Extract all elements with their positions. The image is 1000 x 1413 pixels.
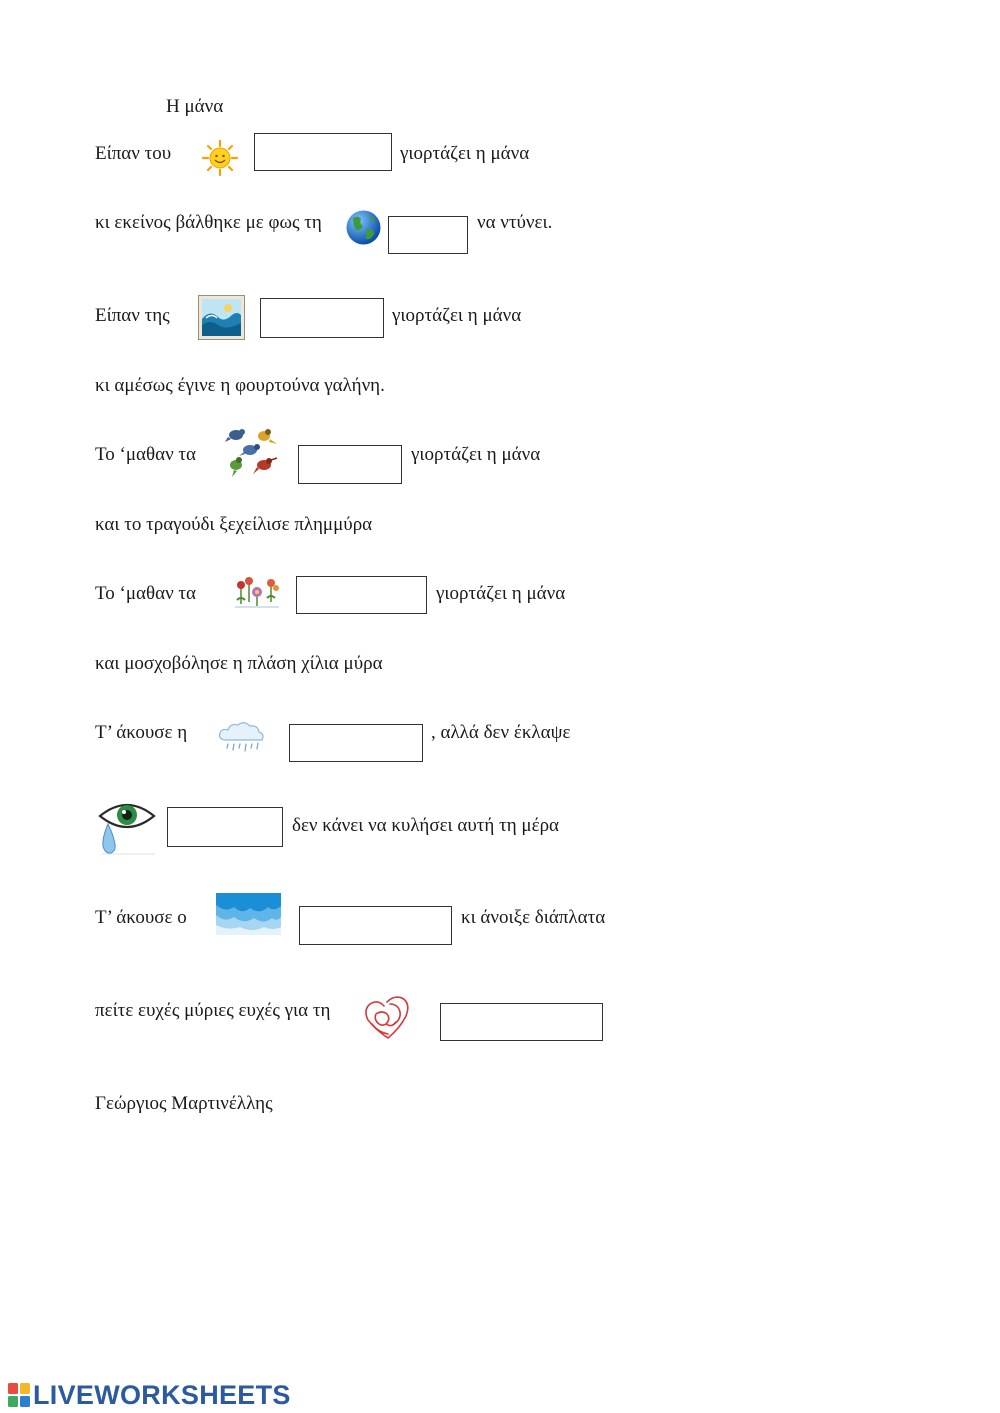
answer-input-flowers[interactable]: [296, 576, 427, 614]
answer-input-sea[interactable]: [260, 298, 384, 338]
sky-icon: [216, 893, 281, 935]
line-7-start: Το ‘μαθαν τα: [95, 583, 197, 604]
crying-eye-icon: [97, 800, 157, 858]
answer-input-earth[interactable]: [388, 216, 468, 254]
line-2-start: κι εκείνος βάλθηκε με φως τη: [95, 212, 322, 233]
line-2-end: να ντύνει.: [477, 212, 553, 233]
liveworksheets-logo-icon: [8, 1383, 30, 1407]
earth-icon: [345, 209, 382, 246]
line-1-start: Είπαν του: [95, 143, 172, 164]
line-5-end: γιορτάζει η μάνα: [411, 444, 541, 465]
line-3-end: γιορτάζει η μάνα: [392, 305, 522, 326]
line-5-start: Το ‘μαθαν τα: [95, 444, 197, 465]
answer-input-birds[interactable]: [298, 445, 402, 484]
line-12-start: πείτε ευχές μύριες ευχές για τη: [95, 1000, 331, 1021]
sun-icon: [201, 140, 239, 176]
line-6: και το τραγούδι ξεχείλισε πλημμύρα: [95, 514, 373, 535]
line-10-end: δεν κάνει να κυλήσει αυτή τη μέρα: [292, 815, 560, 836]
author-name: Γεώργιος Μαρτινέλλης: [95, 1093, 273, 1114]
answer-input-mother[interactable]: [440, 1003, 603, 1041]
line-7-end: γιορτάζει η μάνα: [436, 583, 566, 604]
line-4: κι αμέσως έγινε η φουρτούνα γαλήνη.: [95, 375, 385, 396]
flowers-icon: [233, 574, 281, 614]
liveworksheets-logo: [8, 1381, 291, 1409]
page-title: Η μάνα: [166, 96, 224, 117]
line-11-end: κι άνοιξε διάπλατα: [461, 907, 606, 928]
line-3-start: Είπαν της: [95, 305, 170, 326]
line-11-start: Τ’ άκουσε ο: [95, 907, 187, 928]
mother-child-icon: [362, 994, 412, 1042]
line-1-end: γιορτάζει η μάνα: [400, 143, 530, 164]
line-9-start: Τ’ άκουσε η: [95, 722, 188, 743]
answer-input-eye[interactable]: [167, 807, 283, 847]
answer-input-sky[interactable]: [299, 906, 452, 945]
answer-input-sun[interactable]: [254, 133, 392, 171]
rain-cloud-icon: [216, 720, 266, 756]
birds-icon: [224, 423, 280, 479]
brand-name: LIVEWORKSHEETS: [33, 1379, 291, 1410]
sea-icon: [198, 295, 245, 340]
line-9-end: , αλλά δεν έκλαψε: [431, 722, 571, 743]
answer-input-cloud[interactable]: [289, 724, 423, 762]
line-8: και μοσχοβόλησε η πλάση χίλια μύρα: [95, 653, 383, 674]
